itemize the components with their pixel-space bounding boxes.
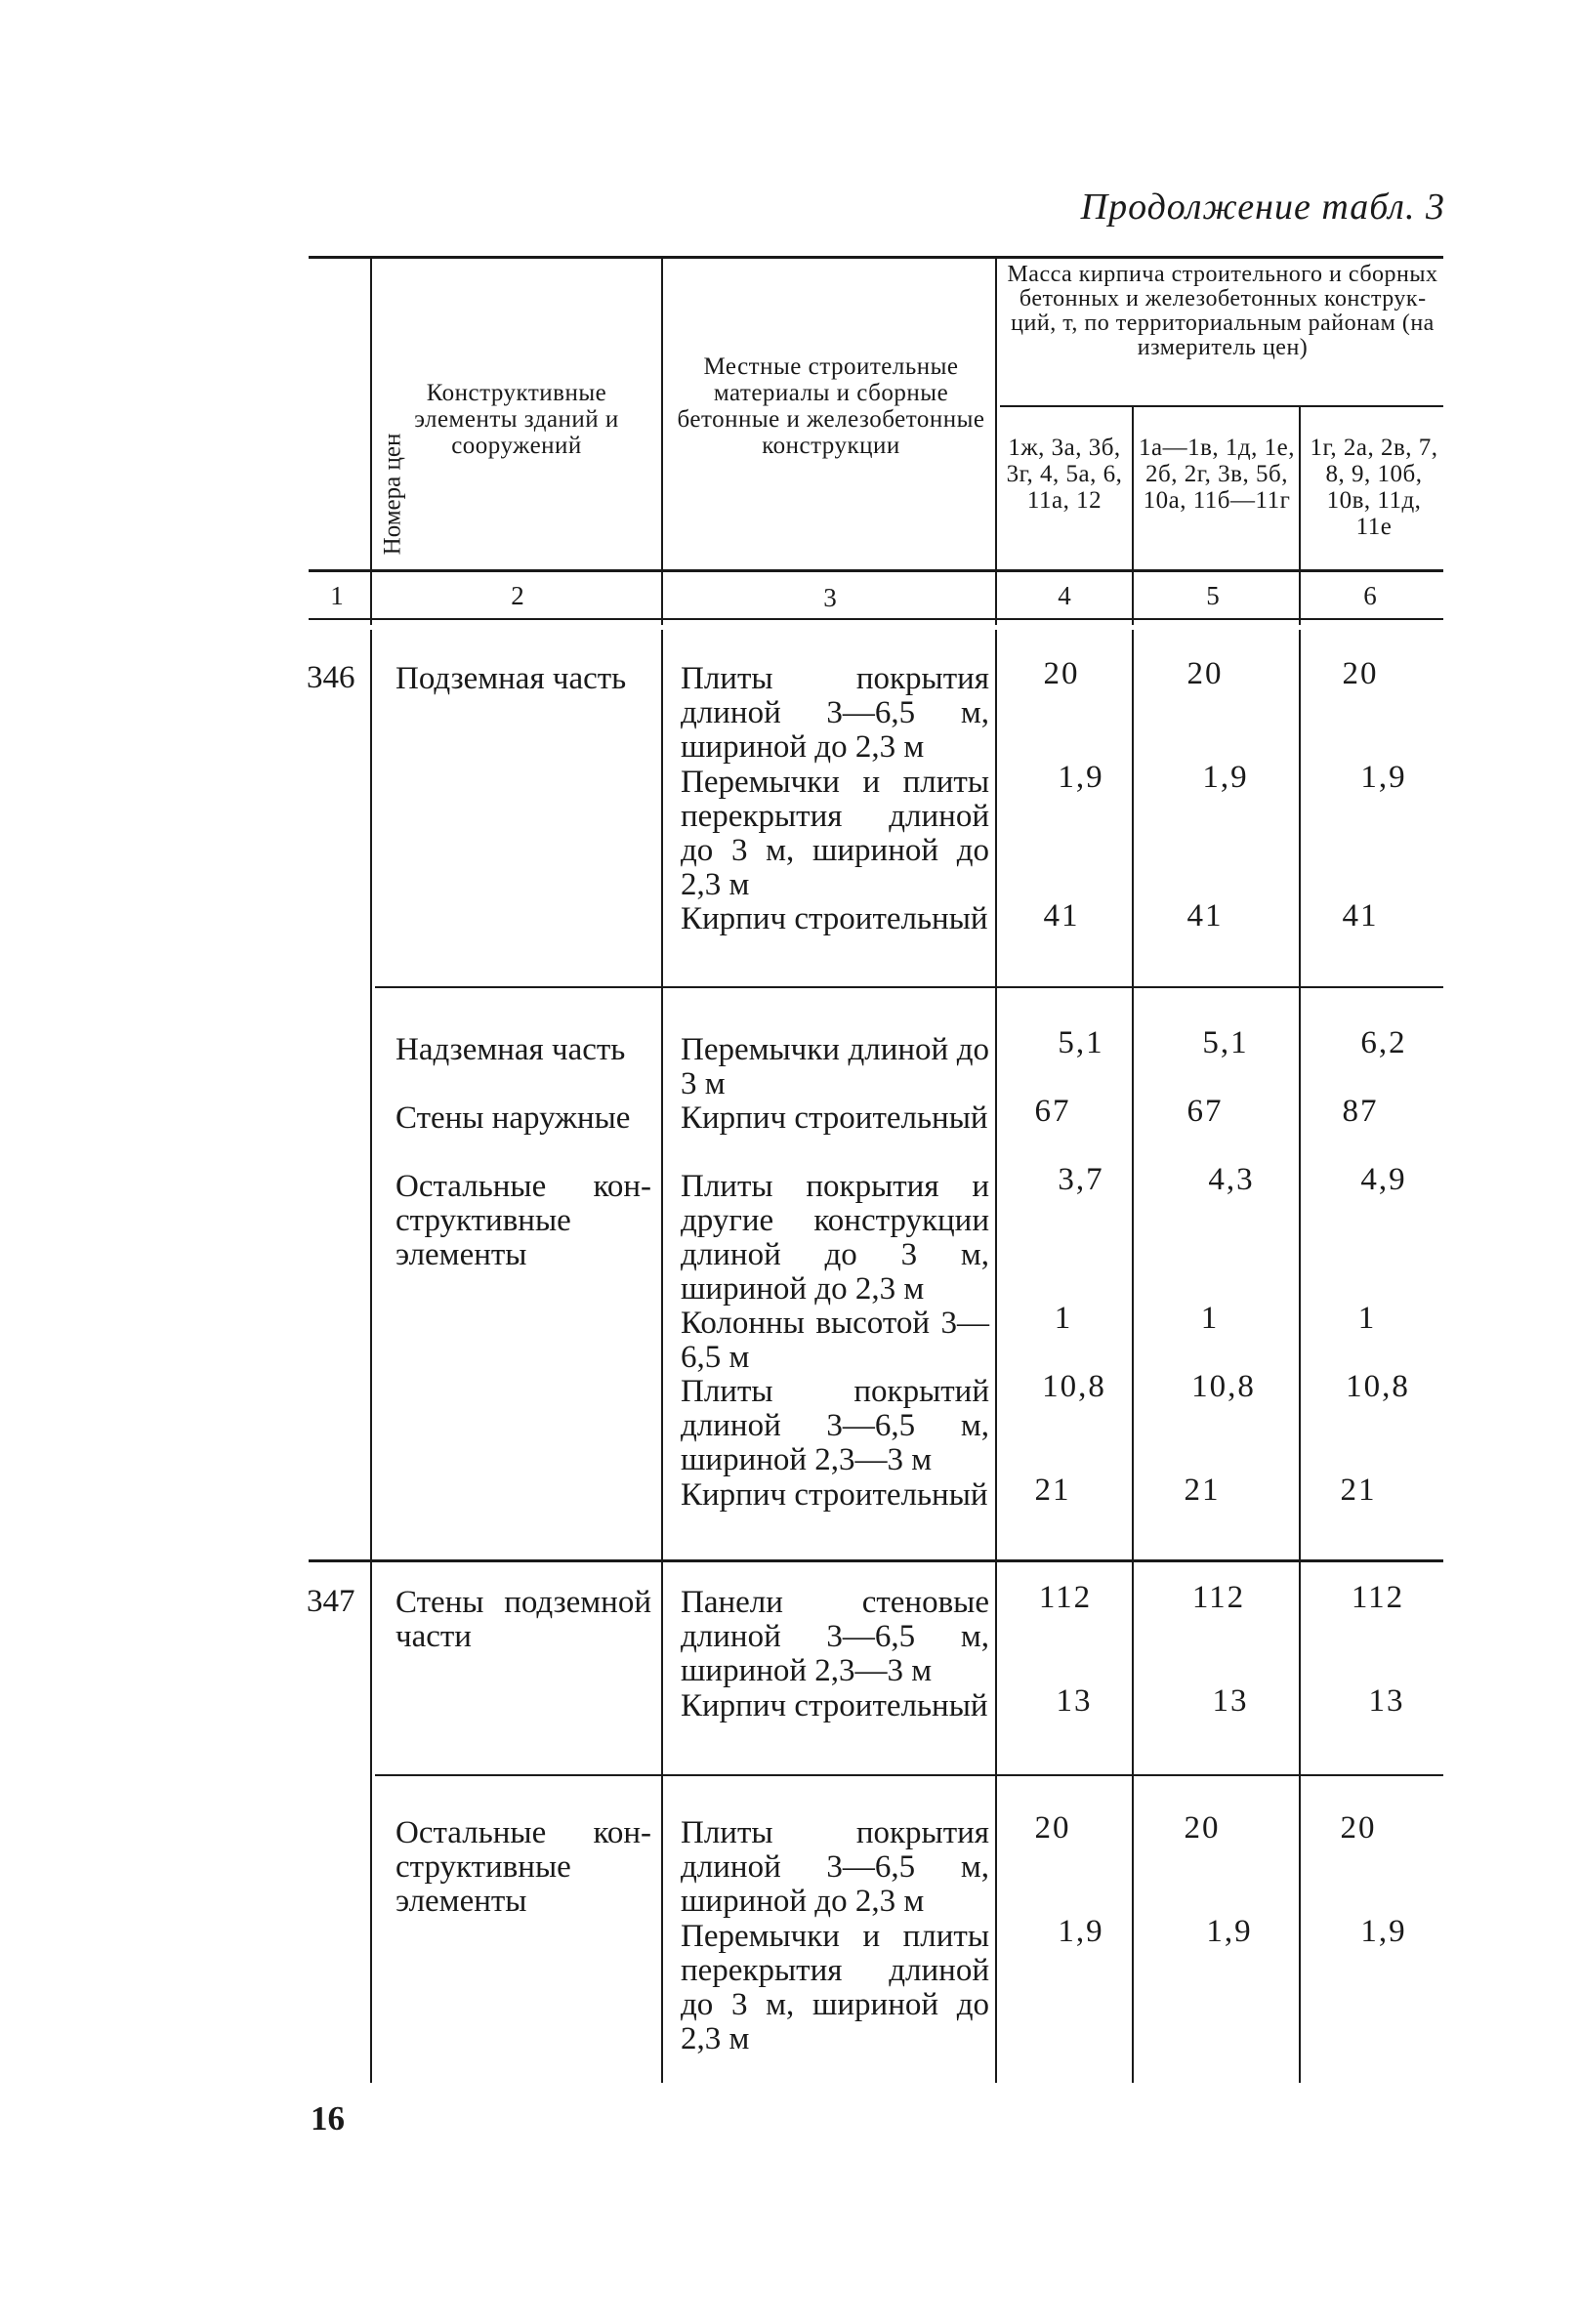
col-divider-2 [661,259,663,625]
material-cell: Плиты покрытия длиной 3—6,5 м, шириной до 2,3 м [681,661,989,765]
header-region-3: 1г, 2а, 2в, 7, 8, 9, 10б, 10в, 11д, 11е [1310,435,1438,540]
value-cell: 20 [1043,656,1080,691]
col-divider-1b [370,630,372,2083]
price-number-347: 347 [307,1584,355,1619]
value-cell: 5,1 [1202,1025,1249,1060]
col-divider-3 [995,259,997,625]
column-number-5: 5 [1206,581,1220,610]
element-underground: Подземная часть [395,661,627,696]
value-cell: 112 [1191,1580,1246,1615]
value-cell: 1,9 [1360,760,1407,795]
continuation-title: Продолжение табл. 3 [1080,187,1445,228]
material-cell: Панели стеновые длиной 3—6,5 м, шириной 2,3—3 м [681,1585,989,1688]
column-number-6: 6 [1363,581,1377,610]
value-cell: 1 [1200,1301,1220,1336]
value-cell: 1,9 [1058,760,1104,795]
value-cell: 41 [1342,898,1379,934]
page-number: 16 [311,2099,345,2137]
header-local-materials: Местные строительные материалы и сборные бетонные и железобетонные конструкции [677,353,985,459]
colnum-bottom-rule [309,618,1443,620]
value-cell: 41 [1186,898,1224,934]
value-cell: 4,3 [1208,1162,1255,1197]
material-cell: Перемычки и плиты перекрытия длиной до 3 м, шириной до 2,3 м [681,765,989,902]
value-cell: 20 [1034,1810,1071,1846]
value-cell: 20 [1186,656,1224,691]
material-cell: Плиты покрытия и другие конструкции длиной до 3 м, шириной до 2,3 м [681,1169,989,1307]
col-divider-5 [1299,407,1301,625]
value-cell: 4,9 [1360,1162,1407,1197]
header-structural-elements: Конструктивные элементы зданий и сооружений [414,380,619,459]
value-cell: 87 [1342,1094,1379,1129]
value-cell: 112 [1351,1580,1405,1615]
col-divider-1 [370,259,372,625]
value-cell: 112 [1038,1580,1093,1615]
material-cell: Колонны высотой 3—6,5 м [681,1306,989,1375]
column-number-2: 2 [511,581,524,610]
value-cell: 10,8 [1191,1369,1256,1404]
column-number-4: 4 [1058,581,1071,610]
value-cell: 1 [1357,1301,1377,1336]
col-divider-3b [995,630,997,2083]
mass-group-rule [1000,405,1443,407]
price-number-346: 346 [307,660,355,695]
value-cell: 21 [1340,1473,1377,1508]
material-cell: Кирпич строительный [681,901,988,936]
value-cell: 21 [1184,1473,1221,1508]
value-cell: 10,8 [1042,1369,1106,1404]
value-cell: 20 [1342,656,1379,691]
col-divider-5b [1299,630,1301,2083]
element-other-347: Остальные конструктивные элементы [395,1815,651,1919]
value-cell: 6,2 [1360,1025,1407,1060]
header-region-2: 1а—1в, 1д, 1е, 2б, 2г, 3в, 5б, 10а, 11б—11г [1139,435,1295,514]
value-cell: 13 [1056,1683,1093,1719]
material-cell: Плиты покрытия длиной 3—6,5 м, шириной до 2,3 м [681,1815,989,1919]
material-cell: Перемычки длиной до 3 м [681,1032,989,1101]
element-other: Остальные конструктивные элементы [395,1169,651,1272]
element-external-walls: Стены наружные [395,1100,631,1136]
value-cell: 10,8 [1346,1369,1410,1404]
header-region-1: 1ж, 3а, 3б, 3г, 4, 5а, 6, 11а, 12 [1006,435,1123,514]
value-cell: 41 [1043,898,1080,934]
column-number-1: 1 [330,581,344,610]
col-divider-2b [661,630,663,2083]
table-top-rule [309,256,1443,259]
value-cell: 1 [1054,1301,1073,1336]
header-mass-group: Масса кирпича строительного и сборных бетонных и железобетонных конструкций, т, по территориальным районам (на измеритель цен) [1007,262,1438,360]
value-cell: 3,7 [1058,1162,1104,1197]
material-cell: Перемычки и плиты перекрытия длиной до 3 м, шириной до 2,3 м [681,1919,989,2056]
column-number-3: 3 [823,583,837,612]
col-divider-4 [1132,407,1134,625]
value-cell: 20 [1184,1810,1221,1846]
col-divider-4b [1132,630,1134,2083]
value-cell: 1,9 [1206,1914,1253,1949]
value-cell: 1,9 [1058,1914,1104,1949]
value-cell: 5,1 [1058,1025,1104,1060]
value-cell: 67 [1186,1094,1224,1129]
row-rule-2 [309,1559,1443,1562]
material-cell: Плиты покрытий длиной 3—6,5 м, шириной 2,3—3 м [681,1374,989,1477]
value-cell: 67 [1034,1094,1071,1129]
row-rule-1 [375,986,1443,988]
value-cell: 13 [1368,1683,1405,1719]
material-cell: Кирпич строительный [681,1477,988,1513]
element-aboveground: Надземная часть [395,1032,626,1067]
header-bottom-rule [309,569,1443,572]
value-cell: 1,9 [1202,760,1249,795]
value-cell: 20 [1340,1810,1377,1846]
row-rule-3 [375,1774,1443,1776]
header-price-numbers: Номера цен [379,433,406,556]
material-cell: Кирпич строительный [681,1688,988,1723]
value-cell: 21 [1034,1473,1071,1508]
material-cell: Кирпич строительный [681,1100,988,1136]
value-cell: 1,9 [1360,1914,1407,1949]
value-cell: 13 [1212,1683,1249,1719]
element-underground-walls: Стены подземной части [395,1585,651,1654]
